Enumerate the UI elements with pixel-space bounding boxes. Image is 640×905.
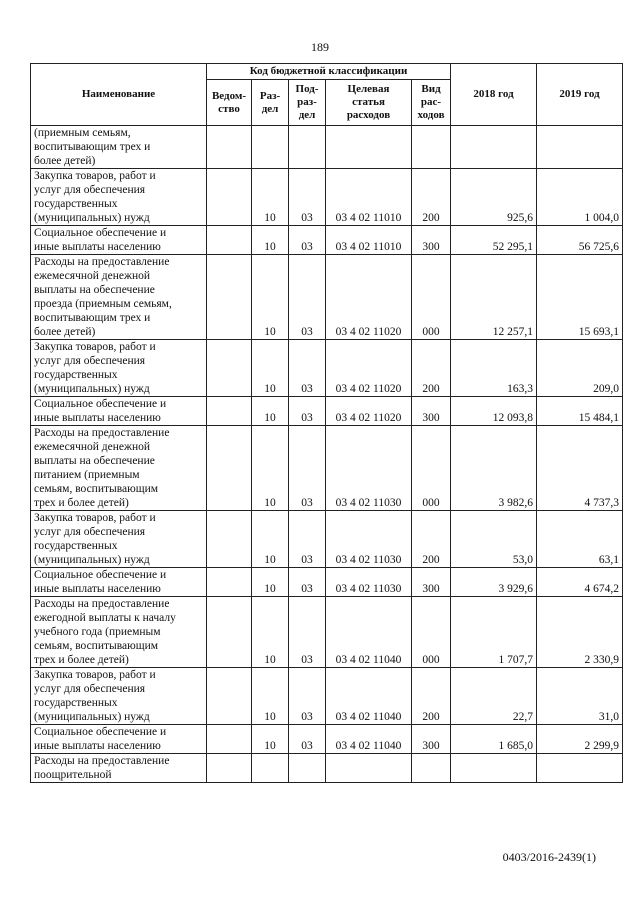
cell-name: Закупка товаров, работ и услуг для обеспечения государственных (муниципальных) нужд [31,340,207,397]
cell-podrazdel [289,754,326,783]
cell-podrazdel: 03 [289,340,326,397]
cell-razdel: 10 [252,226,289,255]
cell-vid-raskhodov: 200 [412,668,451,725]
table-row [31,725,623,754]
cell-2019: 2 299,9 [537,725,623,754]
table-row [31,255,623,340]
cell-vid-raskhodov: 200 [412,340,451,397]
cell-2019: 15 484,1 [537,397,623,426]
cell-razdel: 10 [252,568,289,597]
cell-razdel: 10 [252,426,289,511]
cell-razdel: 10 [252,725,289,754]
cell-vedomstvo [207,340,252,397]
cell-name: Расходы на предоставление ежемесячной денежной выплаты на обеспечение проезда (приемным семьям, воспитывающим трех и более детей) [31,255,207,340]
cell-razdel: 10 [252,340,289,397]
cell-razdel: 10 [252,169,289,226]
cell-podrazdel: 03 [289,511,326,568]
cell-tselevaya-statya: 03 4 02 11040 [326,725,412,754]
cell-razdel: 10 [252,397,289,426]
header-podrazdel: Под- раз- дел [289,80,326,126]
cell-vedomstvo [207,397,252,426]
cell-razdel [252,754,289,783]
cell-vid-raskhodov: 300 [412,725,451,754]
cell-name: Социальное обеспечение и иные выплаты населению [31,725,207,754]
cell-name: Расходы на предоставление поощрительной [31,754,207,783]
cell-2018: 1 685,0 [451,725,537,754]
cell-podrazdel: 03 [289,597,326,668]
cell-podrazdel: 03 [289,668,326,725]
cell-name: Закупка товаров, работ и услуг для обеспечения государственных (муниципальных) нужд [31,169,207,226]
cell-2018: 52 295,1 [451,226,537,255]
cell-vedomstvo [207,169,252,226]
table-row [31,169,623,226]
header-razdel: Раз- дел [252,80,289,126]
cell-2018: 1 707,7 [451,597,537,668]
cell-vedomstvo [207,668,252,725]
cell-vid-raskhodov: 300 [412,226,451,255]
page-number: 189 [311,40,329,54]
cell-tselevaya-statya: 03 4 02 11010 [326,169,412,226]
cell-2018: 53,0 [451,511,537,568]
cell-tselevaya-statya: 03 4 02 11020 [326,340,412,397]
cell-2019: 56 725,6 [537,226,623,255]
document-code: 0403/2016-2439(1) [502,850,596,864]
cell-2019: 31,0 [537,668,623,725]
budget-table [30,63,623,783]
cell-podrazdel [289,126,326,169]
cell-vid-raskhodov [412,126,451,169]
cell-razdel: 10 [252,255,289,340]
cell-podrazdel: 03 [289,568,326,597]
cell-2019 [537,754,623,783]
cell-name: Закупка товаров, работ и услуг для обеспечения государственных (муниципальных) нужд [31,668,207,725]
cell-podrazdel: 03 [289,255,326,340]
cell-podrazdel: 03 [289,426,326,511]
cell-tselevaya-statya [326,754,412,783]
cell-razdel: 10 [252,597,289,668]
cell-2019 [537,126,623,169]
table-row [31,226,623,255]
cell-tselevaya-statya: 03 4 02 11010 [326,226,412,255]
cell-2018: 925,6 [451,169,537,226]
cell-2019: 4 674,2 [537,568,623,597]
cell-podrazdel: 03 [289,397,326,426]
header-tselevaya-statya: Целевая статья расходов [326,80,412,126]
cell-podrazdel: 03 [289,226,326,255]
header-name: Наименование [31,64,207,126]
cell-vedomstvo [207,255,252,340]
cell-vid-raskhodov: 000 [412,255,451,340]
cell-tselevaya-statya: 03 4 02 11020 [326,255,412,340]
cell-vedomstvo [207,725,252,754]
cell-tselevaya-statya [326,126,412,169]
table-row [31,568,623,597]
table-row [31,511,623,568]
cell-vedomstvo [207,126,252,169]
cell-tselevaya-statya: 03 4 02 11020 [326,397,412,426]
cell-name: Расходы на предоставление ежемесячной денежной выплаты на обеспечение питанием (приемным семьям, воспитывающим трех и более детей) [31,426,207,511]
cell-2018: 163,3 [451,340,537,397]
cell-2018: 12 093,8 [451,397,537,426]
cell-tselevaya-statya: 03 4 02 11030 [326,511,412,568]
cell-vedomstvo [207,226,252,255]
cell-2019: 4 737,3 [537,426,623,511]
cell-2019: 209,0 [537,340,623,397]
cell-podrazdel: 03 [289,725,326,754]
table-row [31,426,623,511]
cell-2018: 22,7 [451,668,537,725]
table-row [31,340,623,397]
table-row [31,668,623,725]
table-row [31,126,623,169]
header-2018: 2018 год [451,64,537,126]
cell-vid-raskhodov: 000 [412,426,451,511]
cell-vedomstvo [207,754,252,783]
cell-2019: 1 004,0 [537,169,623,226]
cell-name: Социальное обеспечение и иные выплаты населению [31,568,207,597]
cell-2018: 3 982,6 [451,426,537,511]
cell-2018: 3 929,6 [451,568,537,597]
cell-2018 [451,126,537,169]
table-row [31,397,623,426]
cell-vedomstvo [207,426,252,511]
header-budget-code-group: Код бюджетной классификации [207,64,451,80]
table-row [31,754,623,783]
cell-razdel [252,126,289,169]
cell-razdel: 10 [252,511,289,568]
cell-podrazdel: 03 [289,169,326,226]
cell-tselevaya-statya: 03 4 02 11040 [326,668,412,725]
cell-vid-raskhodov: 300 [412,397,451,426]
cell-2019: 15 693,1 [537,255,623,340]
cell-vedomstvo [207,597,252,668]
header-2019: 2019 год [537,64,623,126]
cell-2018: 12 257,1 [451,255,537,340]
cell-name: Социальное обеспечение и иные выплаты населению [31,226,207,255]
cell-vedomstvo [207,511,252,568]
cell-vid-raskhodov: 000 [412,597,451,668]
cell-name: Расходы на предоставление ежегодной выплаты к началу учебного года (приемным семьям, воспитывающим трех и более детей) [31,597,207,668]
cell-name: Социальное обеспечение и иные выплаты населению [31,397,207,426]
cell-razdel: 10 [252,668,289,725]
cell-vid-raskhodov: 200 [412,169,451,226]
cell-vid-raskhodov [412,754,451,783]
cell-2019: 2 330,9 [537,597,623,668]
table-row [31,597,623,668]
cell-tselevaya-statya: 03 4 02 11040 [326,597,412,668]
cell-name: (приемным семьям, воспитывающим трех и более детей) [31,126,207,169]
header-vedomstvo: Ведом- ство [207,80,252,126]
cell-tselevaya-statya: 03 4 02 11030 [326,568,412,597]
cell-vid-raskhodov: 200 [412,511,451,568]
header-vid-raskhodov: Вид рас- ходов [412,80,451,126]
cell-2018 [451,754,537,783]
cell-name: Закупка товаров, работ и услуг для обеспечения государственных (муниципальных) нужд [31,511,207,568]
cell-tselevaya-statya: 03 4 02 11030 [326,426,412,511]
cell-vedomstvo [207,568,252,597]
cell-2019: 63,1 [537,511,623,568]
cell-vid-raskhodov: 300 [412,568,451,597]
